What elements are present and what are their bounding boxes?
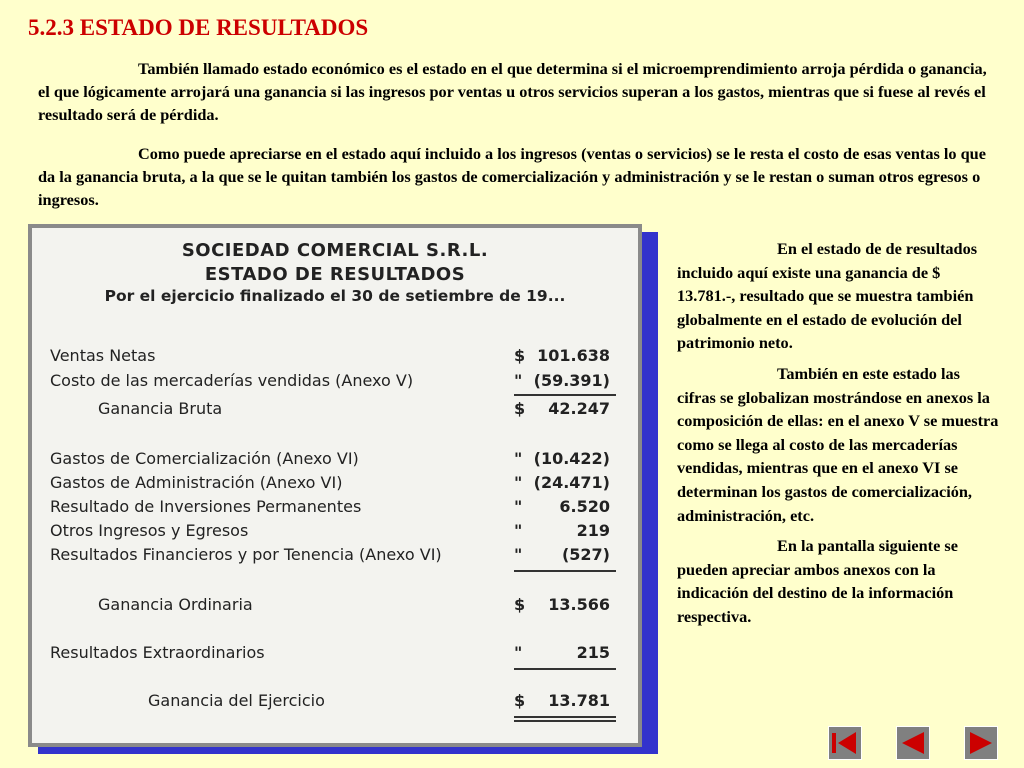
side-paragraph: En la pantalla siguiente se pueden apreciar ambos anexos con la indicación del destino de la información respectiva. bbox=[677, 536, 958, 626]
row-amount: 13.781 bbox=[548, 691, 610, 710]
row-amount: (10.422) bbox=[533, 449, 610, 468]
statement-row bbox=[32, 595, 638, 619]
row-amount: (59.391) bbox=[533, 371, 610, 390]
side-commentary bbox=[677, 237, 999, 636]
statement-row bbox=[32, 691, 638, 715]
subtotal-rule bbox=[514, 668, 616, 670]
row-amount: 219 bbox=[576, 521, 610, 540]
row-label: Resultado de Inversiones Permanentes bbox=[50, 497, 362, 516]
row-currency: " bbox=[514, 473, 523, 492]
row-label: Costo de las mercaderías vendidas (Anexo V) bbox=[50, 371, 414, 390]
row-label: Ganancia del Ejercicio bbox=[148, 691, 325, 710]
row-currency: $ bbox=[514, 691, 526, 710]
statement-row bbox=[32, 545, 638, 569]
statement-row bbox=[32, 497, 638, 521]
statement-period: Por el ejercicio finalizado el 30 de setiembre de 19... bbox=[104, 287, 566, 305]
row-amount: (527) bbox=[561, 545, 610, 564]
statement-row bbox=[32, 643, 638, 667]
row-label: Resultados Financieros y por Tenencia (Anexo VI) bbox=[50, 545, 442, 564]
row-label: Ventas Netas bbox=[50, 346, 156, 365]
row-amount: 215 bbox=[576, 643, 610, 662]
subtotal-rule bbox=[514, 570, 616, 572]
row-label: Resultados Extraordinarios bbox=[50, 643, 265, 662]
income-statement-image bbox=[28, 224, 642, 747]
row-currency: " bbox=[514, 521, 523, 540]
row-label: Otros Ingresos y Egresos bbox=[50, 521, 249, 540]
row-currency: $ bbox=[514, 399, 526, 418]
first-slide-button[interactable] bbox=[828, 726, 862, 760]
row-label: Gastos de Comercialización (Anexo VI) bbox=[50, 449, 359, 468]
row-label: Ganancia Bruta bbox=[98, 399, 223, 418]
statement-row bbox=[32, 521, 638, 545]
statement-row bbox=[32, 473, 638, 497]
total-double-rule bbox=[514, 716, 616, 718]
page-title: 5.2.3 ESTADO DE RESULTADOS bbox=[28, 15, 369, 40]
intro-paragraph: También llamado estado económico es el estado en el que determina si el microemprendimiento arroja pérdida o ganancia, el que lógicamente arrojará una ganancia si las ingresos por ventas u otros servicios superan a los gastos, mientras que si fuese al revés el resultado será de pérdida. bbox=[38, 59, 987, 124]
row-currency: " bbox=[514, 545, 523, 564]
statement-row bbox=[32, 346, 638, 370]
statement-company: SOCIEDAD COMERCIAL S.R.L. bbox=[181, 240, 489, 261]
row-currency: " bbox=[514, 497, 523, 516]
row-label: Ganancia Ordinaria bbox=[98, 595, 253, 614]
row-amount: 42.247 bbox=[548, 399, 610, 418]
side-paragraph: También en este estado las cifras se globalizan mostrándose en anexos la composición de ellas: en el anexo V se muestra como se llega al costo de las mercaderías vendidas, mientras que en el anexo VI se determinan los gastos de comercialización, administración, etc. bbox=[677, 363, 999, 525]
subtotal-rule bbox=[514, 394, 616, 396]
first-slide-icon bbox=[829, 727, 861, 759]
total-double-rule bbox=[514, 720, 616, 722]
row-label: Gastos de Administración (Anexo VI) bbox=[50, 473, 343, 492]
row-currency: " bbox=[514, 643, 523, 662]
statement-row bbox=[32, 399, 638, 423]
previous-slide-icon bbox=[897, 727, 929, 759]
row-amount: 6.520 bbox=[559, 497, 610, 516]
row-amount: 13.566 bbox=[548, 595, 610, 614]
next-slide-icon bbox=[965, 727, 997, 759]
side-paragraph: En el estado de de resultados incluido aquí existe una ganancia de $ 13.781.-, resultado que se muestra también globalmente en el estado de evolución del patrimonio neto. bbox=[677, 239, 978, 353]
previous-slide-button[interactable] bbox=[896, 726, 930, 760]
row-currency: $ bbox=[514, 346, 526, 365]
statement-row bbox=[32, 371, 638, 395]
row-currency: " bbox=[514, 449, 523, 468]
statement-title: ESTADO DE RESULTADOS bbox=[204, 264, 466, 285]
explanation-paragraph: Como puede apreciarse en el estado aquí incluido a los ingresos (ventas o servicios) se le resta el costo de esas ventas lo que da la ganancia bruta, a la que se le quitan también los gastos de comercialización y administración y se le restan o suman otros egresos o ingresos. bbox=[38, 144, 986, 209]
row-amount: 101.638 bbox=[537, 346, 610, 365]
row-amount: (24.471) bbox=[533, 473, 610, 492]
row-currency: $ bbox=[514, 595, 526, 614]
next-slide-button[interactable] bbox=[964, 726, 998, 760]
statement-row bbox=[32, 449, 638, 473]
row-currency: " bbox=[514, 371, 523, 390]
